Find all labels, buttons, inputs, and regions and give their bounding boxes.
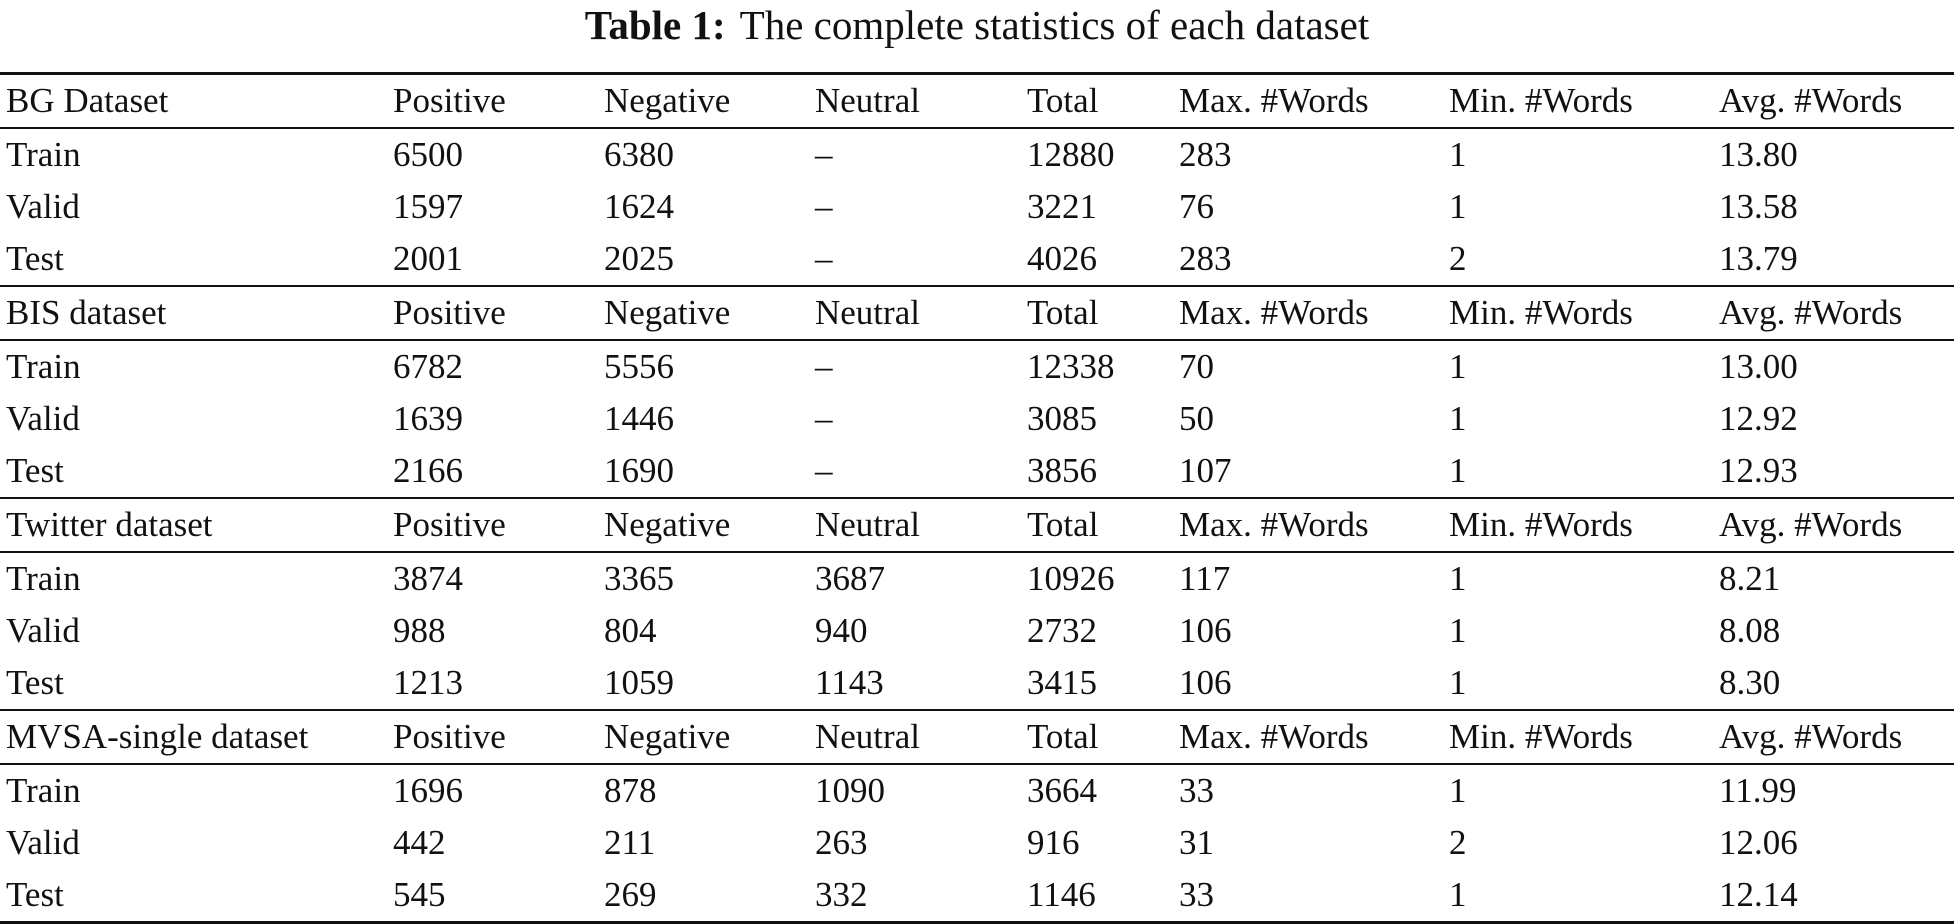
cell-positive: 1696 bbox=[393, 771, 463, 810]
cell-total: 4026 bbox=[1027, 239, 1097, 278]
cell-positive: 1213 bbox=[393, 663, 463, 702]
split-label: Valid bbox=[6, 399, 80, 438]
cell-positive: 545 bbox=[387, 869, 598, 923]
cell-min-words: 1 bbox=[1449, 399, 1467, 438]
column-header: Max. #Words bbox=[1173, 498, 1443, 552]
section-header-row bbox=[0, 498, 1954, 552]
column-header: Min. #Words bbox=[1443, 498, 1713, 552]
cell-negative: 3365 bbox=[604, 559, 674, 598]
cell-negative: 1690 bbox=[604, 451, 674, 490]
column-header: Total bbox=[1021, 498, 1173, 552]
cell-neutral: – bbox=[815, 239, 833, 278]
cell-min-words: 1 bbox=[1449, 559, 1467, 598]
cell-neutral: – bbox=[815, 135, 833, 174]
table-row bbox=[0, 128, 1954, 181]
cell-neutral: 332 bbox=[809, 869, 1021, 923]
cell-negative: 1059 bbox=[604, 663, 674, 702]
cell-neutral: – bbox=[815, 451, 833, 490]
cell-total: 3085 bbox=[1027, 399, 1097, 438]
cell-neutral: 3687 bbox=[815, 559, 885, 598]
cell-max-words: 106 bbox=[1179, 663, 1232, 702]
table-row bbox=[0, 817, 1954, 869]
split-label: Train bbox=[6, 559, 81, 598]
column-header: Max. #Words bbox=[1173, 74, 1443, 129]
cell-positive: 6782 bbox=[393, 347, 463, 386]
column-header: Total bbox=[1021, 710, 1173, 764]
cell-max-words: 33 bbox=[1173, 869, 1443, 923]
cell-min-words: 1 bbox=[1449, 347, 1467, 386]
column-header: Neutral bbox=[809, 74, 1021, 129]
column-header: Total bbox=[1021, 74, 1173, 129]
cell-avg-words: 12.14 bbox=[1713, 869, 1954, 923]
cell-avg-words: 13.58 bbox=[1719, 187, 1798, 226]
column-header: Positive bbox=[387, 710, 598, 764]
cell-total: 3415 bbox=[1027, 663, 1097, 702]
cell-min-words: 1 bbox=[1449, 187, 1467, 226]
split-label: Train bbox=[6, 347, 81, 386]
table-caption bbox=[0, 0, 1954, 50]
cell-total: 3856 bbox=[1027, 451, 1097, 490]
column-header: Negative bbox=[598, 710, 809, 764]
cell-positive: 442 bbox=[393, 823, 446, 862]
cell-negative: 5556 bbox=[604, 347, 674, 386]
column-header: Avg. #Words bbox=[1713, 74, 1954, 129]
cell-min-words: 1 bbox=[1443, 869, 1713, 923]
cell-avg-words: 8.21 bbox=[1719, 559, 1781, 598]
section-header-row bbox=[0, 710, 1954, 764]
column-header: Neutral bbox=[809, 286, 1021, 340]
cell-avg-words: 12.06 bbox=[1719, 823, 1798, 862]
table-body bbox=[0, 74, 1954, 923]
column-header: Negative bbox=[598, 498, 809, 552]
table-row bbox=[0, 445, 1954, 498]
section-header-row bbox=[0, 286, 1954, 340]
cell-positive: 2166 bbox=[393, 451, 463, 490]
cell-avg-words: 12.93 bbox=[1719, 451, 1798, 490]
column-header: Positive bbox=[387, 286, 598, 340]
cell-max-words: 50 bbox=[1179, 399, 1214, 438]
column-header: Positive bbox=[387, 498, 598, 552]
table-row bbox=[0, 340, 1954, 393]
cell-positive: 2001 bbox=[393, 239, 463, 278]
cell-max-words: 70 bbox=[1179, 347, 1214, 386]
cell-avg-words: 12.92 bbox=[1719, 399, 1798, 438]
split-label: Test bbox=[6, 451, 64, 490]
column-header: Negative bbox=[598, 286, 809, 340]
split-label: Valid bbox=[6, 187, 80, 226]
dataset-statistics-table bbox=[0, 72, 1954, 924]
split-label: Train bbox=[6, 771, 81, 810]
cell-min-words: 2 bbox=[1449, 823, 1467, 862]
section-name: BG Dataset bbox=[0, 74, 387, 129]
column-header: Avg. #Words bbox=[1713, 710, 1954, 764]
split-label: Test bbox=[0, 869, 387, 923]
table-row bbox=[0, 552, 1954, 605]
cell-positive: 3874 bbox=[393, 559, 463, 598]
column-header: Neutral bbox=[809, 498, 1021, 552]
table-row bbox=[0, 657, 1954, 710]
cell-max-words: 107 bbox=[1179, 451, 1232, 490]
split-label: Train bbox=[6, 135, 81, 174]
cell-total: 12338 bbox=[1027, 347, 1115, 386]
split-label: Test bbox=[6, 663, 64, 702]
column-header: Min. #Words bbox=[1443, 74, 1713, 129]
column-header: Neutral bbox=[809, 710, 1021, 764]
cell-total: 2732 bbox=[1027, 611, 1097, 650]
table-row bbox=[0, 233, 1954, 286]
cell-avg-words: 8.30 bbox=[1719, 663, 1781, 702]
cell-positive: 6500 bbox=[393, 135, 463, 174]
cell-negative: 269 bbox=[598, 869, 809, 923]
cell-min-words: 1 bbox=[1449, 771, 1467, 810]
cell-negative: 878 bbox=[604, 771, 657, 810]
cell-neutral: – bbox=[815, 399, 833, 438]
cell-max-words: 106 bbox=[1179, 611, 1232, 650]
cell-neutral: – bbox=[815, 187, 833, 226]
cell-positive: 1597 bbox=[393, 187, 463, 226]
cell-neutral: – bbox=[815, 347, 833, 386]
split-label: Test bbox=[6, 239, 64, 278]
table-row bbox=[0, 764, 1954, 817]
cell-avg-words: 8.08 bbox=[1719, 611, 1781, 650]
cell-total: 3221 bbox=[1027, 187, 1097, 226]
split-label: Valid bbox=[6, 611, 80, 650]
cell-positive: 1639 bbox=[393, 399, 463, 438]
cell-min-words: 1 bbox=[1449, 611, 1467, 650]
cell-avg-words: 13.80 bbox=[1719, 135, 1798, 174]
cell-max-words: 33 bbox=[1179, 771, 1214, 810]
cell-neutral: 1090 bbox=[815, 771, 885, 810]
cell-positive: 988 bbox=[393, 611, 446, 650]
table-row bbox=[0, 181, 1954, 233]
cell-negative: 211 bbox=[604, 823, 656, 862]
cell-neutral: 940 bbox=[815, 611, 868, 650]
section-header-row bbox=[0, 74, 1954, 129]
cell-negative: 1446 bbox=[604, 399, 674, 438]
table-row bbox=[0, 605, 1954, 657]
table-row bbox=[0, 393, 1954, 445]
column-header: Total bbox=[1021, 286, 1173, 340]
cell-total: 10926 bbox=[1027, 559, 1115, 598]
cell-max-words: 283 bbox=[1179, 239, 1232, 278]
cell-min-words: 2 bbox=[1449, 239, 1467, 278]
column-header: Avg. #Words bbox=[1713, 498, 1954, 552]
column-header: Max. #Words bbox=[1173, 710, 1443, 764]
cell-neutral: 263 bbox=[815, 823, 868, 862]
split-label: Valid bbox=[6, 823, 80, 862]
cell-max-words: 76 bbox=[1179, 187, 1214, 226]
column-header: Negative bbox=[598, 74, 809, 129]
cell-total: 916 bbox=[1027, 823, 1080, 862]
table-caption-label: Table 1: bbox=[584, 2, 726, 48]
column-header: Positive bbox=[387, 74, 598, 129]
cell-avg-words: 11.99 bbox=[1719, 771, 1797, 810]
cell-total: 3664 bbox=[1027, 771, 1097, 810]
section-name: BIS dataset bbox=[0, 286, 387, 340]
cell-max-words: 283 bbox=[1179, 135, 1232, 174]
cell-max-words: 31 bbox=[1179, 823, 1214, 862]
cell-negative: 2025 bbox=[604, 239, 674, 278]
cell-neutral: 1143 bbox=[815, 663, 884, 702]
table-row bbox=[0, 869, 1954, 923]
cell-total: 1146 bbox=[1021, 869, 1173, 923]
column-header: Avg. #Words bbox=[1713, 286, 1954, 340]
cell-negative: 804 bbox=[604, 611, 657, 650]
cell-total: 12880 bbox=[1027, 135, 1115, 174]
cell-min-words: 1 bbox=[1449, 135, 1467, 174]
column-header: Max. #Words bbox=[1173, 286, 1443, 340]
cell-min-words: 1 bbox=[1449, 451, 1467, 490]
column-header: Min. #Words bbox=[1443, 710, 1713, 764]
section-name: Twitter dataset bbox=[0, 498, 387, 552]
cell-min-words: 1 bbox=[1449, 663, 1467, 702]
cell-avg-words: 13.00 bbox=[1719, 347, 1798, 386]
cell-avg-words: 13.79 bbox=[1719, 239, 1798, 278]
cell-negative: 1624 bbox=[604, 187, 674, 226]
table-caption-text: The complete statistics of each dataset bbox=[739, 2, 1370, 48]
cell-negative: 6380 bbox=[604, 135, 674, 174]
section-name: MVSA-single dataset bbox=[0, 710, 387, 764]
column-header: Min. #Words bbox=[1443, 286, 1713, 340]
cell-max-words: 117 bbox=[1179, 559, 1231, 598]
